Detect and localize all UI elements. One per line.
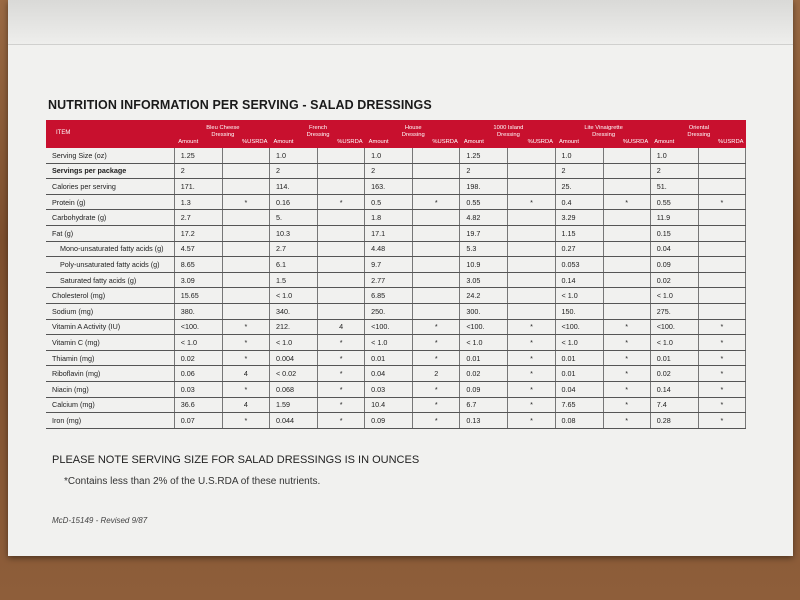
- amount-cell: 6.85: [365, 288, 413, 304]
- amount-cell: 0.004: [269, 350, 317, 366]
- amount-cell: 0.03: [174, 381, 222, 397]
- amount-cell: 0.04: [555, 381, 603, 397]
- amount-cell: 0.09: [460, 381, 508, 397]
- amount-cell: 0.03: [365, 381, 413, 397]
- amount-cell: 1.59: [269, 397, 317, 413]
- amount-cell: 0.5: [365, 194, 413, 210]
- amount-cell: 0.068: [269, 381, 317, 397]
- usrda-cell: [222, 241, 269, 257]
- usrda-cell: [222, 303, 269, 319]
- amount-cell: 212.: [269, 319, 317, 335]
- header-dressing-name: Dressing: [592, 132, 616, 138]
- usrda-cell: [698, 288, 745, 304]
- usrda-cell: 4: [222, 366, 269, 382]
- amount-cell: 2.7: [269, 241, 317, 257]
- amount-cell: 0.14: [555, 272, 603, 288]
- row-item-label: Cholesterol (mg): [46, 288, 174, 304]
- amount-cell: 171.: [174, 179, 222, 195]
- amount-cell: 4.82: [460, 210, 508, 226]
- usrda-cell: *: [603, 350, 650, 366]
- usrda-cell: *: [413, 397, 460, 413]
- row-item-label: Vitamin C (mg): [46, 335, 174, 351]
- usrda-cell: *: [318, 397, 365, 413]
- usrda-cell: [603, 148, 650, 163]
- usrda-cell: *: [698, 381, 745, 397]
- row-item-label: Iron (mg): [46, 413, 174, 429]
- usrda-cell: [318, 179, 365, 195]
- usrda-cell: [413, 257, 460, 273]
- usrda-cell: [222, 163, 269, 179]
- row-item-label: Mono-unsaturated fatty acids (g): [46, 241, 174, 257]
- table-row: [46, 413, 746, 429]
- amount-cell: 2: [174, 163, 222, 179]
- amount-cell: < 1.0: [269, 288, 317, 304]
- amount-cell: 4.48: [365, 241, 413, 257]
- amount-cell: 3.29: [555, 210, 603, 226]
- amount-cell: 2: [650, 163, 698, 179]
- header-dressing-name: Dressing: [401, 132, 425, 138]
- amount-cell: 0.4: [555, 194, 603, 210]
- amount-cell: 1.0: [555, 148, 603, 163]
- usrda-cell: [222, 225, 269, 241]
- usrda-cell: [508, 303, 555, 319]
- amount-cell: 17.2: [174, 225, 222, 241]
- amount-cell: 0.28: [650, 413, 698, 429]
- usrda-cell: *: [603, 194, 650, 210]
- usrda-cell: [318, 225, 365, 241]
- amount-cell: < 1.0: [365, 335, 413, 351]
- amount-cell: < 1.0: [460, 335, 508, 351]
- usrda-cell: [318, 163, 365, 179]
- amount-cell: 11.9: [650, 210, 698, 226]
- usrda-cell: [603, 303, 650, 319]
- header-dressing-name: French: [309, 125, 328, 131]
- amount-cell: 0.55: [460, 194, 508, 210]
- header-lite-vinaigrette: [555, 120, 650, 148]
- header-1000-island: [460, 120, 555, 148]
- header-usrda: %USRDA: [337, 139, 363, 145]
- row-item-label: Calcium (mg): [46, 397, 174, 413]
- usrda-cell: [698, 210, 745, 226]
- usrda-cell: *: [508, 335, 555, 351]
- header-amount: Amount: [559, 139, 579, 145]
- header-amount: Amount: [654, 139, 675, 145]
- row-item-label: Servings per package: [46, 163, 174, 179]
- row-item-label: Protein (g): [46, 194, 174, 210]
- row-item-label: Niacin (mg): [46, 381, 174, 397]
- table-row: [46, 194, 746, 210]
- usrda-cell: [603, 179, 650, 195]
- table-row: [46, 163, 746, 179]
- usrda-cell: [508, 210, 555, 226]
- amount-cell: 2: [460, 163, 508, 179]
- amount-cell: 1.0: [269, 148, 317, 163]
- header-house: [365, 120, 460, 148]
- usrda-cell: [413, 179, 460, 195]
- table-row: [46, 179, 746, 195]
- usrda-cell: *: [318, 194, 365, 210]
- amount-cell: 380.: [174, 303, 222, 319]
- usrda-cell: [508, 288, 555, 304]
- amount-cell: 0.02: [460, 366, 508, 382]
- usrda-cell: [318, 257, 365, 273]
- usrda-cell: [222, 272, 269, 288]
- table-header-row: [46, 120, 746, 148]
- amount-cell: < 1.0: [650, 335, 698, 351]
- row-item-label: Serving Size (oz): [46, 148, 174, 163]
- usrda-cell: *: [413, 381, 460, 397]
- usrda-cell: *: [222, 319, 269, 335]
- usrda-cell: [318, 288, 365, 304]
- usrda-cell: *: [508, 381, 555, 397]
- amount-cell: 0.02: [650, 366, 698, 382]
- table-row: [46, 319, 746, 335]
- amount-cell: 0.07: [174, 413, 222, 429]
- amount-cell: 0.14: [650, 381, 698, 397]
- amount-cell: 0.01: [365, 350, 413, 366]
- amount-cell: 5.: [269, 210, 317, 226]
- amount-cell: 25.: [555, 179, 603, 195]
- paper-fold: [8, 0, 793, 45]
- header-item-label: ITEM: [56, 130, 71, 136]
- table-row: [46, 335, 746, 351]
- amount-cell: 5.3: [460, 241, 508, 257]
- amount-cell: 0.01: [555, 350, 603, 366]
- amount-cell: < 1.0: [555, 288, 603, 304]
- amount-cell: <100.: [555, 319, 603, 335]
- amount-cell: 163.: [365, 179, 413, 195]
- header-usrda: %USRDA: [242, 139, 268, 145]
- amount-cell: < 1.0: [555, 335, 603, 351]
- amount-cell: 2: [269, 163, 317, 179]
- usrda-cell: [413, 303, 460, 319]
- usrda-cell: *: [318, 366, 365, 382]
- amount-cell: < 1.0: [269, 335, 317, 351]
- amount-cell: 51.: [650, 179, 698, 195]
- usrda-cell: *: [603, 381, 650, 397]
- header-dressing-name: Oriental: [688, 125, 709, 131]
- row-item-label: Thiamin (mg): [46, 350, 174, 366]
- usrda-cell: *: [318, 335, 365, 351]
- usrda-cell: [413, 272, 460, 288]
- usrda-cell: [413, 210, 460, 226]
- amount-cell: < 0.02: [269, 366, 317, 382]
- header-oriental: [650, 120, 745, 148]
- amount-cell: 6.1: [269, 257, 317, 273]
- amount-cell: 0.053: [555, 257, 603, 273]
- header-dressing-name: Dressing: [211, 132, 235, 138]
- amount-cell: 2: [555, 163, 603, 179]
- usrda-cell: [698, 225, 745, 241]
- amount-cell: 1.8: [365, 210, 413, 226]
- usrda-cell: *: [222, 335, 269, 351]
- usrda-cell: *: [318, 381, 365, 397]
- table-row: [46, 225, 746, 241]
- amount-cell: <100.: [174, 319, 222, 335]
- amount-cell: 0.02: [650, 272, 698, 288]
- usrda-cell: *: [603, 397, 650, 413]
- header-usrda: %USRDA: [622, 139, 649, 145]
- amount-cell: 8.65: [174, 257, 222, 273]
- amount-cell: 150.: [555, 303, 603, 319]
- usrda-cell: [508, 272, 555, 288]
- amount-cell: 10.9: [460, 257, 508, 273]
- amount-cell: 198.: [460, 179, 508, 195]
- table-row: [46, 272, 746, 288]
- amount-cell: 1.25: [460, 148, 508, 163]
- header-dressing-name: Lite Vinaigrette: [584, 125, 623, 131]
- usrda-cell: [698, 272, 745, 288]
- usrda-cell: [603, 210, 650, 226]
- usrda-cell: *: [508, 366, 555, 382]
- amount-cell: 15.65: [174, 288, 222, 304]
- amount-cell: 36.6: [174, 397, 222, 413]
- header-french: [269, 120, 364, 148]
- amount-cell: 250.: [365, 303, 413, 319]
- header-dressing-name: Dressing: [687, 132, 711, 138]
- amount-cell: <100.: [365, 319, 413, 335]
- header-usrda: %USRDA: [432, 139, 458, 145]
- amount-cell: 2: [365, 163, 413, 179]
- header-amount: Amount: [273, 139, 294, 145]
- amount-cell: <100.: [650, 319, 698, 335]
- amount-cell: 275.: [650, 303, 698, 319]
- amount-cell: 114.: [269, 179, 317, 195]
- amount-cell: 300.: [460, 303, 508, 319]
- table-row: [46, 257, 746, 273]
- table-row: [46, 350, 746, 366]
- amount-cell: 1.0: [650, 148, 698, 163]
- usrda-cell: *: [698, 319, 745, 335]
- usrda-cell: *: [508, 397, 555, 413]
- usrda-cell: *: [698, 366, 745, 382]
- usrda-cell: *: [222, 413, 269, 429]
- table-row: [46, 148, 746, 163]
- header-amount: Amount: [463, 139, 484, 145]
- amount-cell: 0.55: [650, 194, 698, 210]
- header-dressing-name: Dressing: [496, 132, 520, 138]
- usrda-cell: [698, 163, 745, 179]
- usrda-cell: [698, 303, 745, 319]
- usrda-cell: [698, 179, 745, 195]
- header-bleu-cheese: [174, 120, 269, 148]
- amount-cell: 2.7: [174, 210, 222, 226]
- amount-cell: 3.09: [174, 272, 222, 288]
- amount-cell: 0.01: [650, 350, 698, 366]
- amount-cell: 0.01: [460, 350, 508, 366]
- row-item-label: Carbohydrate (g): [46, 210, 174, 226]
- usrda-cell: *: [508, 194, 555, 210]
- table-row: [46, 381, 746, 397]
- table-row: [46, 366, 746, 382]
- usrda-cell: [413, 148, 460, 163]
- usrda-cell: *: [508, 350, 555, 366]
- usrda-cell: [413, 288, 460, 304]
- usrda-cell: [318, 210, 365, 226]
- usrda-cell: *: [222, 194, 269, 210]
- amount-cell: 0.01: [555, 366, 603, 382]
- page-title: NUTRITION INFORMATION PER SERVING - SALAD DRESSINGS: [48, 98, 432, 112]
- amount-cell: 340.: [269, 303, 317, 319]
- amount-cell: 0.06: [174, 366, 222, 382]
- amount-cell: 0.09: [365, 413, 413, 429]
- amount-cell: 0.04: [650, 241, 698, 257]
- usrda-cell: [222, 288, 269, 304]
- usrda-cell: *: [413, 350, 460, 366]
- amount-cell: 10.3: [269, 225, 317, 241]
- usrda-cell: [413, 163, 460, 179]
- nutrition-table: [46, 120, 746, 429]
- usrda-cell: *: [413, 194, 460, 210]
- usrda-cell: *: [603, 413, 650, 429]
- header-dressing-name: Bleu Cheese: [206, 125, 240, 131]
- usrda-cell: *: [698, 413, 745, 429]
- table-row: [46, 288, 746, 304]
- header-dressing-name: Dressing: [306, 132, 330, 138]
- usrda-cell: [603, 225, 650, 241]
- usrda-cell: *: [698, 335, 745, 351]
- amount-cell: 0.04: [365, 366, 413, 382]
- amount-cell: 2.77: [365, 272, 413, 288]
- row-item-label: Fat (g): [46, 225, 174, 241]
- usrda-cell: [508, 163, 555, 179]
- usrda-cell: [413, 225, 460, 241]
- amount-cell: 9.7: [365, 257, 413, 273]
- amount-cell: < 1.0: [174, 335, 222, 351]
- usrda-cell: *: [413, 335, 460, 351]
- row-item-label: Saturated fatty acids (g): [46, 272, 174, 288]
- usrda-cell: *: [222, 381, 269, 397]
- amount-cell: < 1.0: [650, 288, 698, 304]
- amount-cell: 7.4: [650, 397, 698, 413]
- usrda-cell: [698, 148, 745, 163]
- header-dressing-name: House: [404, 125, 422, 131]
- usrda-cell: [318, 241, 365, 257]
- footnote: *Contains less than 2% of the U.S.RDA of these nutrients.: [64, 476, 321, 487]
- amount-cell: 1.3: [174, 194, 222, 210]
- amount-cell: 1.0: [365, 148, 413, 163]
- usrda-cell: [698, 241, 745, 257]
- row-item-label: Riboflavin (mg): [46, 366, 174, 382]
- usrda-cell: *: [222, 350, 269, 366]
- amount-cell: 0.08: [555, 413, 603, 429]
- amount-cell: <100.: [460, 319, 508, 335]
- table-row: [46, 210, 746, 226]
- usrda-cell: 2: [413, 366, 460, 382]
- row-item-label: Poly-unsaturated fatty acids (g): [46, 257, 174, 273]
- usrda-cell: *: [603, 319, 650, 335]
- header-dressing-name: 1000 Island: [493, 125, 524, 131]
- amount-cell: 0.15: [650, 225, 698, 241]
- nutrition-table-body: [46, 120, 746, 428]
- usrda-cell: [222, 148, 269, 163]
- usrda-cell: *: [413, 413, 460, 429]
- header-amount: Amount: [178, 139, 199, 145]
- usrda-cell: [508, 241, 555, 257]
- row-item-label: Calories per serving: [46, 179, 174, 195]
- amount-cell: 0.044: [269, 413, 317, 429]
- serving-size-note: PLEASE NOTE SERVING SIZE FOR SALAD DRESSINGS IS IN OUNCES: [52, 454, 420, 466]
- usrda-cell: [222, 210, 269, 226]
- usrda-cell: [222, 179, 269, 195]
- amount-cell: 1.5: [269, 272, 317, 288]
- amount-cell: 0.09: [650, 257, 698, 273]
- amount-cell: 6.7: [460, 397, 508, 413]
- usrda-cell: *: [603, 335, 650, 351]
- usrda-cell: [603, 272, 650, 288]
- usrda-cell: [222, 257, 269, 273]
- usrda-cell: [318, 303, 365, 319]
- row-item-label: Vitamin A Activity (IU): [46, 319, 174, 335]
- usrda-cell: [603, 163, 650, 179]
- usrda-cell: *: [413, 319, 460, 335]
- usrda-cell: *: [698, 397, 745, 413]
- usrda-cell: *: [698, 350, 745, 366]
- usrda-cell: *: [698, 194, 745, 210]
- usrda-cell: *: [508, 319, 555, 335]
- header-amount: Amount: [368, 139, 389, 145]
- table-row: [46, 241, 746, 257]
- usrda-cell: [698, 257, 745, 273]
- usrda-cell: [603, 257, 650, 273]
- usrda-cell: [413, 241, 460, 257]
- nutrition-sheet: [8, 0, 793, 556]
- usrda-cell: *: [603, 366, 650, 382]
- usrda-cell: [318, 272, 365, 288]
- usrda-cell: [508, 148, 555, 163]
- usrda-cell: [508, 257, 555, 273]
- usrda-cell: [318, 148, 365, 163]
- usrda-cell: 4: [222, 397, 269, 413]
- row-item-label: Sodium (mg): [46, 303, 174, 319]
- usrda-cell: [603, 241, 650, 257]
- usrda-cell: [508, 225, 555, 241]
- amount-cell: 0.27: [555, 241, 603, 257]
- usrda-cell: [603, 288, 650, 304]
- amount-cell: 0.16: [269, 194, 317, 210]
- usrda-cell: [508, 179, 555, 195]
- amount-cell: 10.4: [365, 397, 413, 413]
- amount-cell: 1.15: [555, 225, 603, 241]
- header-usrda: %USRDA: [718, 139, 744, 145]
- amount-cell: 7.65: [555, 397, 603, 413]
- table-row: [46, 397, 746, 413]
- usrda-cell: *: [318, 413, 365, 429]
- usrda-cell: 4: [318, 319, 365, 335]
- document-code: McD-15149 - Revised 9/87: [52, 516, 148, 525]
- usrda-cell: *: [318, 350, 365, 366]
- amount-cell: 0.02: [174, 350, 222, 366]
- amount-cell: 3.05: [460, 272, 508, 288]
- header-usrda: %USRDA: [527, 139, 554, 145]
- amount-cell: 4.57: [174, 241, 222, 257]
- amount-cell: 1.25: [174, 148, 222, 163]
- amount-cell: 19.7: [460, 225, 508, 241]
- amount-cell: 17.1: [365, 225, 413, 241]
- table-row: [46, 303, 746, 319]
- amount-cell: 0.13: [460, 413, 508, 429]
- header-item: [46, 120, 174, 148]
- amount-cell: 24.2: [460, 288, 508, 304]
- usrda-cell: *: [508, 413, 555, 429]
